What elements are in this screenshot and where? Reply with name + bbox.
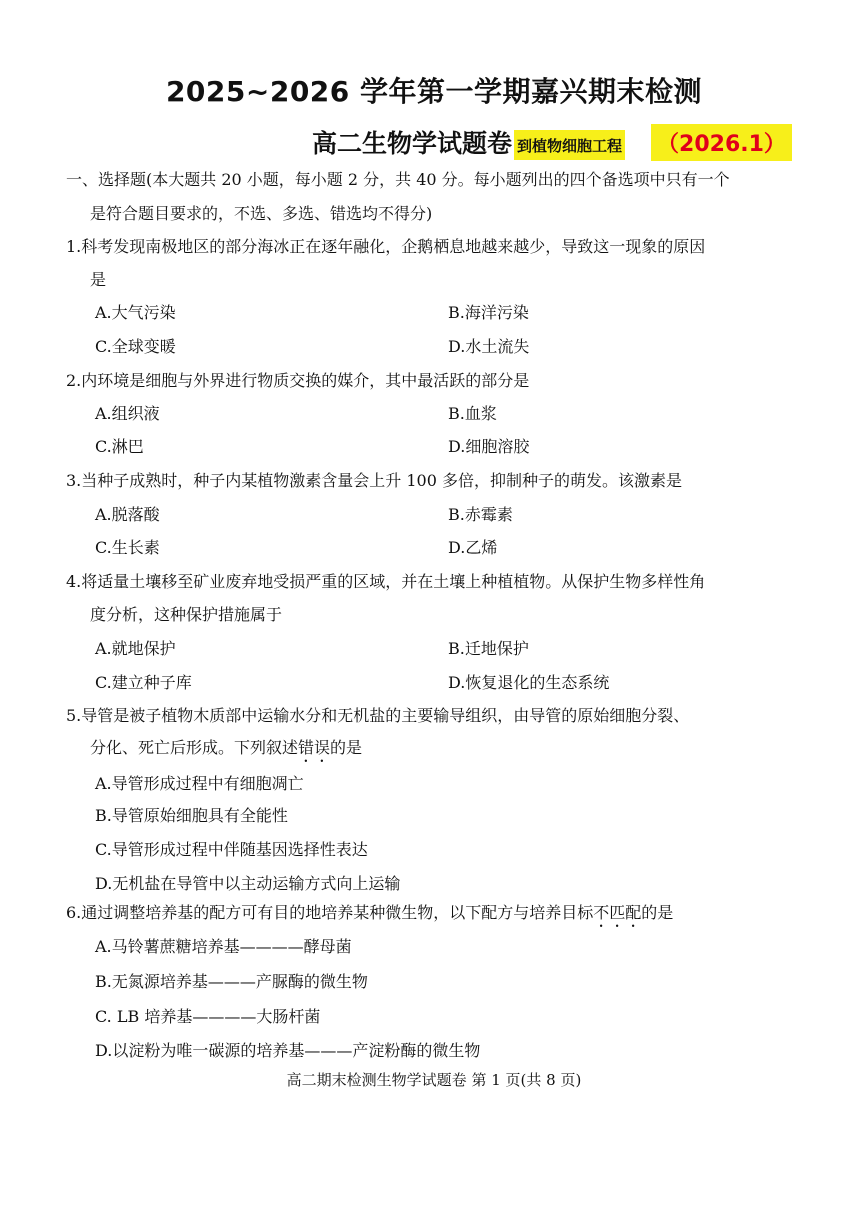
question-1-option-d: D.水土流失 — [448, 337, 530, 356]
question-4-option-c: C.建立种子库 — [95, 673, 192, 692]
date-highlight-tag: （2026.1） — [651, 124, 792, 161]
question-5-option-b: B.导管原始细胞具有全能性 — [95, 806, 288, 825]
question-5-stem-line-1: 5.导管是被子植物木质部中运输水分和无机盐的主要输导组织，由导管的原始细胞分裂、 — [66, 706, 690, 725]
page-footer: 高二期末检测生物学试题卷 第 1 页(共 8 页) — [286, 1071, 582, 1089]
question-4-stem-line-1: 4.将适量土壤移至矿业废弃地受损严重的区域，并在土壤上种植植物。从保护生物多样性角 — [66, 572, 706, 591]
exam-title: 2025~2026 学年第一学期嘉兴期末检测 — [165, 75, 703, 108]
question-2-stem: 2.内环境是细胞与外界进行物质交换的媒介，其中最活跃的部分是 — [66, 371, 530, 390]
question-4-option-a: A.就地保护 — [95, 639, 176, 658]
question-6-option-c: C. LB 培养基————大肠杆菌 — [95, 1007, 321, 1026]
question-5-stem-line-2 — [90, 738, 362, 766]
question-6-stem-end: 的是 — [641, 903, 674, 922]
question-6-option-d: D.以淀粉为唯一碳源的培养基———产淀粉酶的微生物 — [95, 1041, 481, 1060]
question-6-option-b: B.无氮源培养基———产脲酶的微生物 — [95, 972, 368, 991]
question-1-option-b: B.海洋污染 — [448, 303, 529, 322]
question-2-option-a: A.组织液 — [95, 404, 160, 423]
question-6-stem-text: 6.通过调整培养基的配方可有目的地培养某种微生物，以下配方与培养目标 — [66, 903, 594, 922]
question-1-option-a: A.大气污染 — [95, 303, 176, 322]
question-4-option-b: B.迁地保护 — [448, 639, 529, 658]
question-5-option-c: C.导管形成过程中伴随基因选择性表达 — [95, 840, 368, 859]
question-5-option-a: A.导管形成过程中有细胞凋亡 — [95, 774, 304, 793]
question-5-stem-text: 分化、死亡后形成。下列叙述 — [90, 738, 299, 757]
question-6-stem — [66, 903, 673, 931]
question-3-option-b: B.赤霉素 — [448, 505, 513, 524]
question-4-stem-line-2: 度分析，这种保护措施属于 — [90, 605, 283, 624]
question-1-stem-line-1: 1.科考发现南极地区的部分海冰正在逐年融化，企鹅栖息地越来越少，导致这一现象的原因 — [66, 237, 706, 256]
question-1-option-c: C.全球变暖 — [95, 337, 176, 356]
section-instruction-line-2: 是符合题目要求的，不选、多选、错选均不得分) — [90, 204, 433, 223]
question-3-option-a: A.脱落酸 — [95, 505, 160, 524]
question-3-option-c: C.生长素 — [95, 538, 160, 557]
question-6-emphasis: 不匹配 — [593, 903, 642, 922]
question-5-emphasis: 错误 — [298, 738, 331, 757]
section-instruction-line-1: 一、选择题(本大题共 20 小题，每小题 2 分，共 40 分。每小题列出的四个备选项中只有一个 — [66, 170, 730, 189]
question-3-option-d: D.乙烯 — [448, 538, 498, 557]
question-4-option-d: D.恢复退化的生态系统 — [448, 673, 610, 692]
question-5-option-d: D.无机盐在导管中以主动运输方式向上运输 — [95, 874, 401, 893]
exam-subtitle: 高二生物学试题卷 — [312, 129, 513, 158]
subtitle-row — [312, 122, 792, 162]
question-2-option-b: B.血浆 — [448, 404, 497, 423]
question-6-option-a: A.马铃薯蔗糖培养基————酵母菌 — [95, 937, 352, 956]
question-2-option-d: D.细胞溶胶 — [448, 437, 530, 456]
question-1-stem-line-2: 是 — [90, 270, 107, 289]
question-2-option-c: C.淋巴 — [95, 437, 144, 456]
question-3-stem: 3.当种子成熟时，种子内某植物激素含量会上升 100 多倍，抑制种子的萌发。该激素是 — [66, 471, 682, 490]
scope-highlight-tag: 到植物细胞工程 — [514, 130, 625, 160]
question-5-stem-end: 的是 — [330, 738, 363, 757]
